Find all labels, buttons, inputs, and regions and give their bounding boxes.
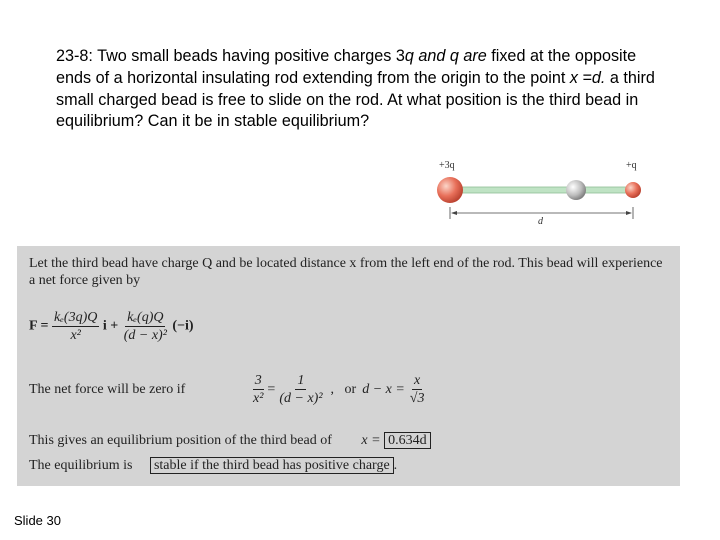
cond2-denominator: (d − x)² bbox=[279, 391, 323, 406]
solution-intro: Let the third bead have charge Q and be located distance x from the left end of the rod. This bead will experience a net force given by bbox=[29, 256, 663, 288]
term1-denominator: x² bbox=[70, 328, 81, 343]
x-equals: x = bbox=[361, 433, 381, 448]
problem-text-2: fixed at the opposite ends of a horizontal insulating rod extending from the origin to the point bbox=[56, 47, 637, 87]
dimension-arrow-right bbox=[626, 211, 632, 215]
stability-line bbox=[29, 458, 397, 474]
middle-bead bbox=[566, 180, 586, 200]
cond-frac-2 bbox=[277, 372, 324, 407]
term2-numerator: kₑ(q)Q bbox=[127, 310, 164, 325]
equals-sign: = bbox=[267, 381, 276, 397]
zero-force-condition bbox=[29, 372, 426, 407]
dimension-arrow-left bbox=[451, 211, 457, 215]
force-lhs: F = bbox=[29, 318, 49, 334]
equilibrium-position bbox=[29, 433, 679, 449]
distance-label: d bbox=[538, 216, 543, 225]
right-charge-label: +q bbox=[626, 160, 637, 171]
or-text: , or bbox=[330, 381, 357, 397]
problem-text-1: 23-8: Two small beads having positive charges 3 bbox=[56, 47, 405, 65]
term2-denominator: (d − x)² bbox=[123, 328, 167, 343]
problem-x-equals-d: x =d. bbox=[569, 68, 606, 87]
cond-frac-1 bbox=[251, 372, 265, 407]
net-force-equation bbox=[29, 309, 194, 344]
cond2-numerator: 1 bbox=[297, 373, 305, 388]
problem-statement bbox=[56, 46, 664, 133]
left-charge-label: +3q bbox=[439, 160, 455, 171]
force-term-2 bbox=[122, 309, 169, 344]
solution-panel bbox=[17, 246, 680, 486]
stability-answer-box: stable if the third bead has positive charge bbox=[150, 457, 394, 474]
bead-rod-figure bbox=[425, 155, 655, 225]
zero-text: The net force will be zero if bbox=[29, 381, 186, 397]
d-minus-x: d − x = bbox=[362, 381, 405, 397]
cond3-numerator: x bbox=[414, 373, 421, 388]
force-term-1 bbox=[52, 309, 99, 344]
eqpos-text: This gives an equilibrium position of the third bead of bbox=[29, 433, 332, 448]
problem-text-3: a third small charged bead is free to slide on the rod. At what position is the third bead in equilibrium? Can it be in stable equilibrium? bbox=[56, 68, 655, 131]
slide-number: Slide 30 bbox=[14, 513, 61, 528]
cond-frac-3 bbox=[408, 372, 427, 407]
stability-text: The equilibrium is bbox=[29, 458, 133, 473]
unit-i: i + bbox=[102, 318, 119, 334]
problem-charges: q and q are bbox=[404, 47, 487, 65]
insulating-rod bbox=[449, 187, 637, 193]
final-period: . bbox=[393, 458, 398, 473]
unit-neg-i: (−i) bbox=[172, 318, 194, 334]
answer-box: 0.634d bbox=[384, 432, 431, 449]
cond1-denominator: x² bbox=[253, 391, 264, 406]
cond3-denominator: √3 bbox=[409, 391, 425, 406]
right-bead bbox=[625, 182, 641, 198]
term1-numerator: kₑ(3q)Q bbox=[54, 310, 98, 325]
left-bead bbox=[437, 177, 463, 203]
cond1-numerator: 3 bbox=[254, 373, 262, 388]
